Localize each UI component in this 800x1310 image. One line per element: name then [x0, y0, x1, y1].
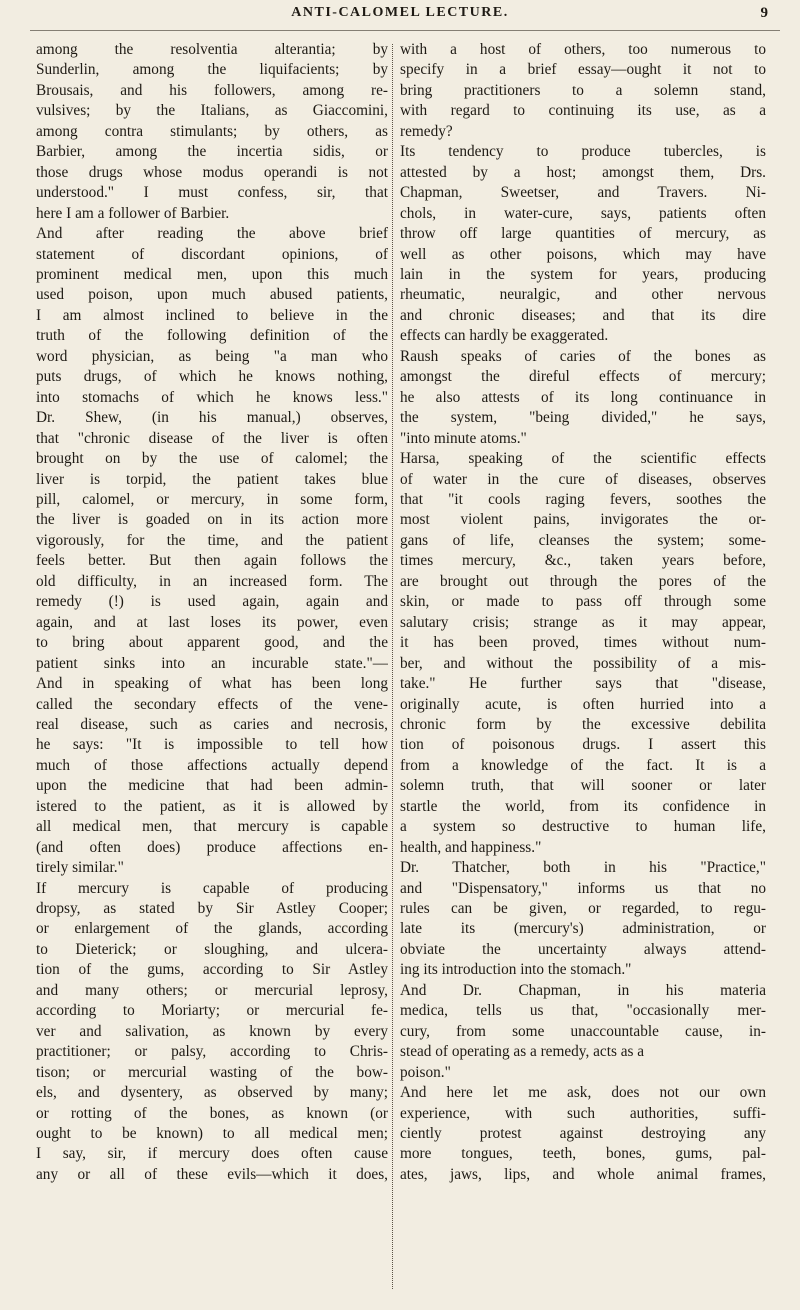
text-line: well as other poisons, which may have	[400, 245, 766, 263]
text-line: of water in the cure of diseases, observes	[400, 470, 766, 488]
text-line: to Dieterick; or sloughing, and ulcera-	[36, 940, 388, 958]
text-line: Raush speaks of caries of the bones as	[400, 347, 766, 365]
text-line: experience, with such authorities, suffi-	[400, 1104, 766, 1122]
text-line: that "chronic disease of the liver is often	[36, 429, 388, 447]
text-line: practitioner; or palsy, according to Chris-	[36, 1043, 388, 1061]
text-line: or rotting of the bones, as known (or	[36, 1104, 388, 1122]
text-line: Harsa, speaking of the scientific effects	[400, 450, 766, 468]
text-line: he says: "It is impossible to tell how	[36, 736, 388, 754]
text-line: from a knowledge of the fact. It is a	[400, 756, 766, 774]
text-line: I am almost inclined to believe in the	[36, 306, 388, 324]
text-line: statement of discordant opinions, of	[36, 245, 388, 263]
text-line: tion of poisonous drugs. I assert this	[400, 736, 766, 754]
text-line: (and often does) produce affections en-	[36, 838, 388, 856]
text-line: stead of operating as a remedy, acts as a	[400, 1043, 645, 1061]
text-line: real disease, such as caries and necrosis,	[36, 715, 388, 733]
text-line: to bring about apparent good, and the	[36, 634, 388, 652]
text-line: brought on by the use of calomel; the	[36, 450, 388, 468]
header-rule	[30, 30, 780, 31]
text-line: Dr. Shew, (in his manual,) observes,	[36, 409, 388, 427]
text-line: originally acute, is often hurried into a	[400, 695, 766, 713]
text-line: vigorously, for the time, and the patient	[36, 531, 388, 549]
text-line: ing its introduction into the stomach."	[400, 961, 632, 979]
text-line: that "it cools raging fevers, soothes the	[400, 490, 766, 508]
column-divider	[392, 44, 393, 1289]
text-line: skin, or made to pass off through some	[400, 593, 766, 611]
text-line: rules can be given, or regarded, to regu-	[400, 900, 766, 918]
text-line: feels better. But then again follows the	[36, 552, 388, 570]
text-line: any or all of these evils—which it does,	[36, 1165, 388, 1183]
text-line: understood." I must confess, sir, that	[36, 184, 388, 202]
text-line: and chronic diseases; and that its dire	[400, 306, 766, 324]
text-line: truth of the following definition of the	[36, 327, 388, 345]
running-title: ANTI-CALOMEL LECTURE.	[291, 5, 509, 20]
text-line: specify in a brief essay—ought it not to	[400, 61, 766, 79]
text-line: called the secondary effects of the vene-	[36, 695, 388, 713]
text-line: the system, "being divided," he says,	[400, 409, 766, 427]
text-line: els, and dysentery, as observed by many;	[36, 1084, 388, 1102]
text-line: medica, tells us that, "occasionally mer-	[400, 1002, 766, 1020]
text-line: salutary crisis; strange as it may appear,	[400, 613, 766, 631]
text-line: it has been proved, times without num-	[400, 634, 766, 652]
text-line: those drugs whose modus operandi is not	[36, 163, 388, 181]
text-line: among contra stimulants; by others, as	[36, 122, 388, 140]
text-line: late its (mercury's) administration, or	[400, 920, 766, 938]
text-line: bring practitioners to a solemn stand,	[400, 81, 766, 99]
text-line: tirely similar."	[36, 859, 124, 877]
text-line: used poison, upon much abused patients,	[36, 286, 388, 304]
text-line: old difficulty, in an increased form. The	[36, 572, 388, 590]
text-line: Sunderlin, among the liquifacients; by	[36, 61, 388, 79]
page-number: 9	[760, 5, 768, 21]
text-line: and many others; or mercurial leprosy,	[36, 981, 388, 999]
text-line: I say, sir, if mercury does often cause	[36, 1145, 388, 1163]
text-line: "into minute atoms."	[400, 429, 527, 447]
text-line: here I am a follower of Barbier.	[36, 204, 230, 222]
text-line: rheumatic, neuralgic, and other nervous	[400, 286, 766, 304]
text-line: most violent pains, invigorates the or-	[400, 511, 766, 529]
text-line: attested by a host; amongst them, Drs.	[400, 163, 766, 181]
text-line: ciently protest against destroying any	[400, 1125, 766, 1143]
text-line: If mercury is capable of producing	[36, 879, 388, 897]
left-text-column	[36, 40, 388, 1185]
text-line: according to Moriarty; or mercurial fe-	[36, 1002, 388, 1020]
text-line: ates, jaws, lips, and whole animal frames,	[400, 1165, 766, 1183]
text-line: all medical men, that mercury is capable	[36, 818, 388, 836]
text-line: Chapman, Sweetser, and Travers. Ni-	[400, 184, 766, 202]
text-line: puts drugs, of which he knows nothing,	[36, 368, 388, 386]
text-line: take." He further says that "disease,	[400, 675, 766, 693]
text-line: much of those affections actually depend	[36, 756, 388, 774]
text-line: again, and at last loses its power, even	[36, 613, 388, 631]
text-line: cury, from some unaccountable cause, in-	[400, 1022, 766, 1040]
text-line: vulsives; by the Italians, as Giaccomini,	[36, 102, 388, 120]
text-line: And after reading the above brief	[36, 225, 388, 243]
text-line: istered to the patient, as it is allowed by	[36, 797, 388, 815]
text-line: Barbier, among the incertia sidis, or	[36, 143, 388, 161]
text-line: are brought out through the pores of the	[400, 572, 766, 590]
text-line: the liver is goaded on in its action more	[36, 511, 388, 529]
text-line: And in speaking of what has been long	[36, 675, 388, 693]
text-line: Its tendency to produce tubercles, is	[400, 143, 766, 161]
text-line: liver is torpid, the patient takes blue	[36, 470, 388, 488]
text-line: effects can hardly be exaggerated.	[400, 327, 609, 345]
text-line: tion of the gums, according to Sir Astley	[36, 961, 388, 979]
text-line: prominent medical men, upon this much	[36, 265, 388, 283]
text-line: gans of life, cleanses the system; some-	[400, 531, 766, 549]
text-line: upon the medicine that had been admin-	[36, 777, 388, 795]
text-line: ver and salivation, as known by every	[36, 1022, 388, 1040]
text-line: patient sinks into an incurable state."—	[36, 654, 388, 672]
text-line: he also attests of its long continuance in	[400, 388, 766, 406]
text-line: word physician, as being "a man who	[36, 347, 388, 365]
text-line: Brousais, and his followers, among re-	[36, 81, 388, 99]
text-line: chols, in water-cure, says, patients often	[400, 204, 766, 222]
text-line: with regard to continuing its use, as a	[400, 102, 766, 120]
text-line: with a host of others, too numerous to	[400, 41, 766, 58]
text-line: remedy?	[400, 122, 453, 140]
text-line: And Dr. Chapman, in his materia	[400, 981, 766, 999]
text-line: poison."	[400, 1063, 451, 1081]
text-line: throw off large quantities of mercury, as	[400, 225, 766, 243]
text-line: ought to be known) to all medical men;	[36, 1125, 388, 1143]
text-line: times mercury, &c., taken years before,	[400, 552, 766, 570]
text-line: pill, calomel, or mercury, in some form,	[36, 490, 388, 508]
text-line: remedy (!) is used again, again and	[36, 593, 388, 611]
text-line: ber, and without the possibility of a mis-	[400, 654, 766, 672]
text-line: dropsy, as stated by Sir Astley Cooper;	[36, 900, 388, 918]
text-line: among the resolventia alterantia; by	[36, 41, 388, 58]
text-line: into stomachs of which he knows less."	[36, 388, 388, 406]
text-line: health, and happiness."	[400, 838, 542, 856]
text-line: And here let me ask, does not our own	[400, 1084, 766, 1102]
text-line: lain in the system for years, producing	[400, 265, 766, 283]
text-line: amongst the direful effects of mercury;	[400, 368, 766, 386]
page-header	[0, 4, 800, 34]
text-line: a system so destructive to human life,	[400, 818, 766, 836]
text-line: or enlargement of the glands, according	[36, 920, 388, 938]
text-line: obviate the uncertainty always attend-	[400, 940, 766, 958]
text-line: Dr. Thatcher, both in his "Practice,"	[400, 859, 766, 877]
text-line: solemn truth, that will sooner or later	[400, 777, 766, 795]
right-text-column	[400, 40, 766, 1185]
text-line: startle the world, from its confidence in	[400, 797, 766, 815]
text-line: more tongues, teeth, bones, gums, pal-	[400, 1145, 766, 1163]
text-line: chronic form by the excessive debilita	[400, 715, 766, 733]
text-line: tison; or mercurial wasting of the bow-	[36, 1063, 388, 1081]
text-line: and "Dispensatory," informs us that no	[400, 879, 766, 897]
